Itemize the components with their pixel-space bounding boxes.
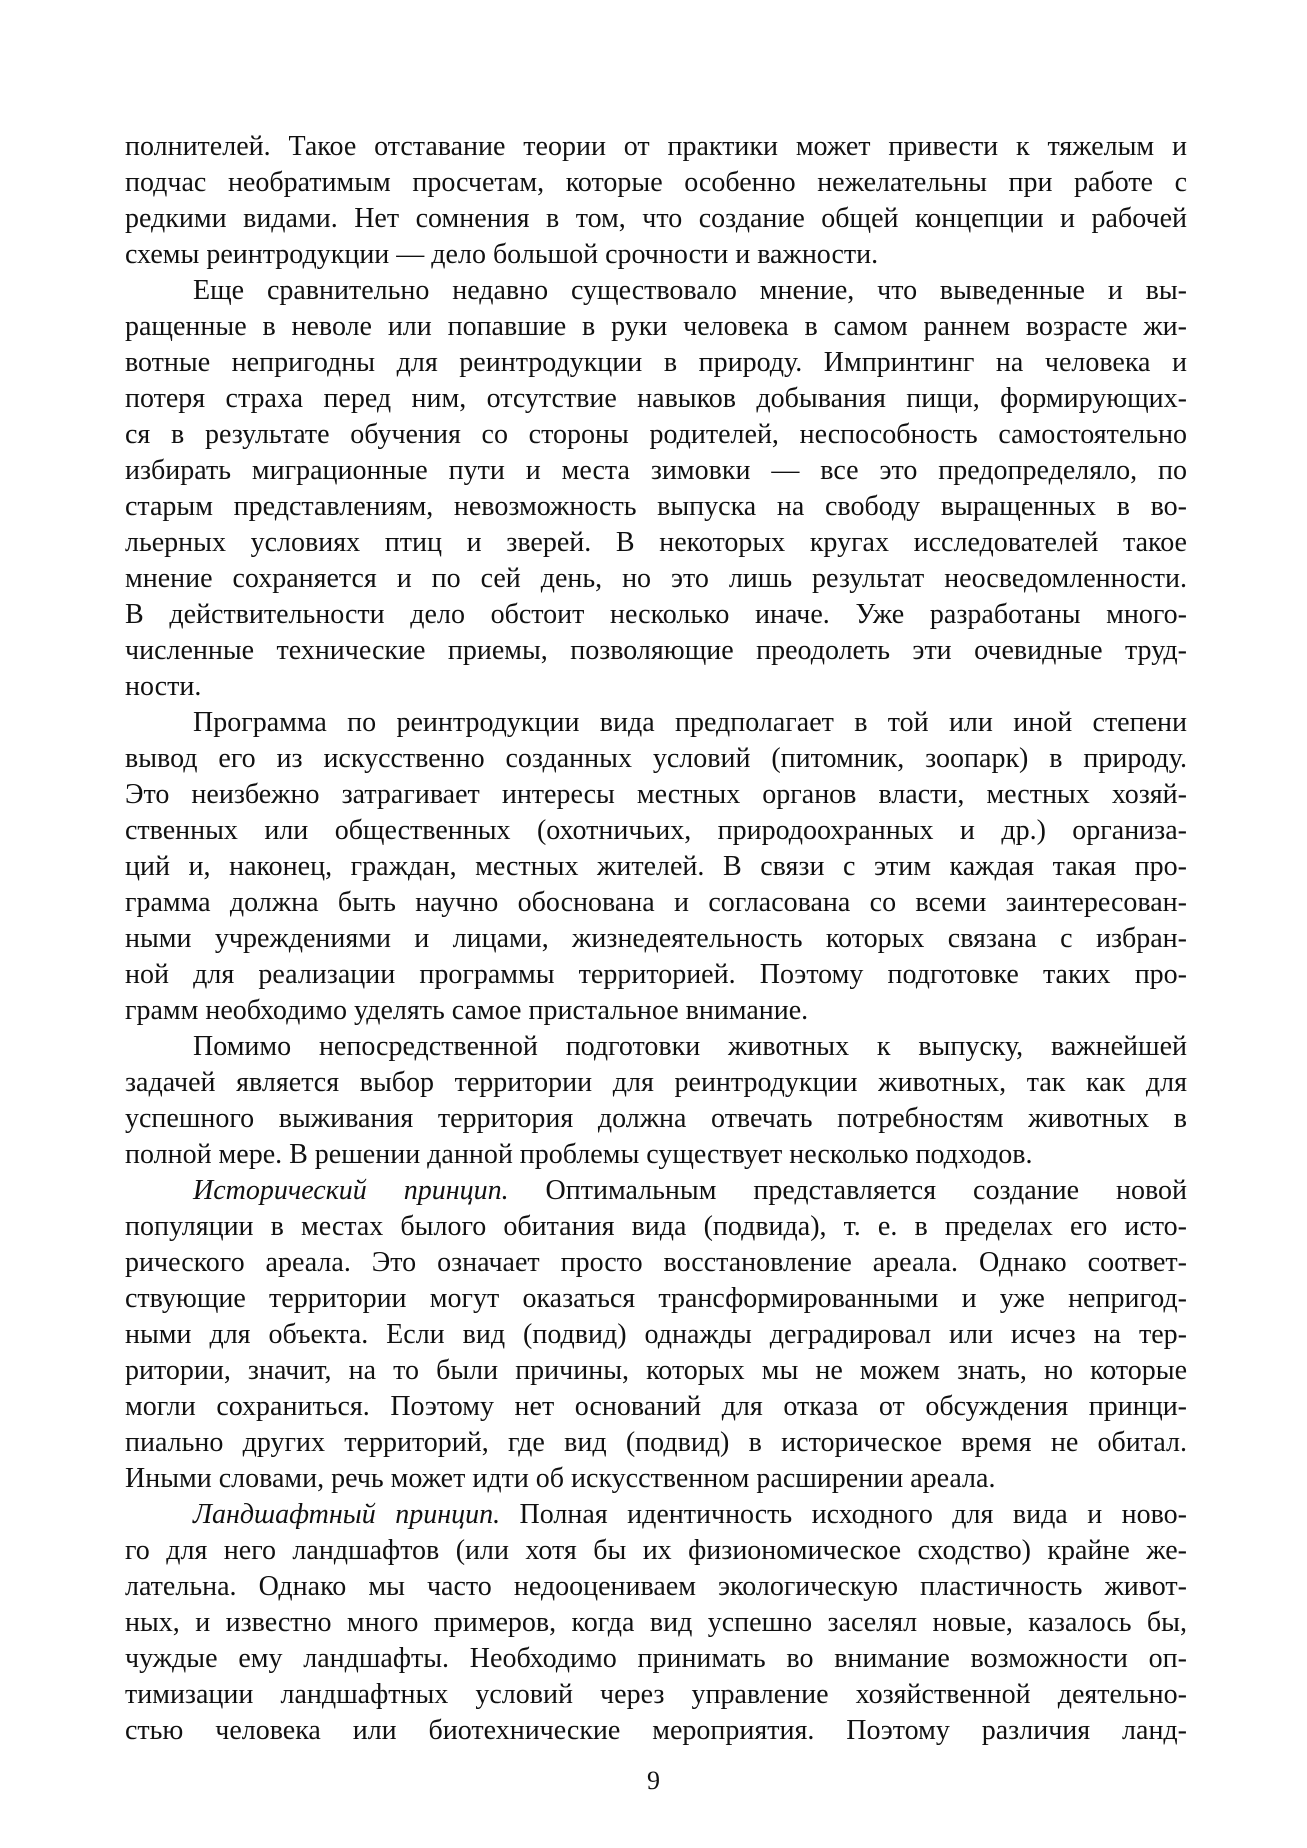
text-line: тимизации ландшафтных условий через управление хозяйственной деятельно- [125,1679,1187,1710]
text-line: ной для реализации программы территорией. Поэтому подготовке таких про- [125,959,1187,990]
text-line: ными учреждениями и лицами, жизнедеятельность которых связана с избран- [125,923,1187,954]
text-line [125,1497,1187,1533]
text-line: ных, и известно много примеров, когда вид успешно заселял новые, казалось бы, [125,1607,1187,1638]
text-line: льерных условиях птиц и зверей. В некоторых кругах исследователей такое [125,527,1187,558]
text-line [125,1173,1187,1209]
text-line: ности. [125,671,202,702]
text-line: Программа по реинтродукции вида предполагает в той или иной степени [193,707,1187,738]
line-text: Полная идентичность исходного для вида и ново- [500,1499,1187,1530]
page-number: 9 [647,1766,660,1795]
text-line: численные технические приемы, позволяющие преодолеть эти очевидные труд- [125,635,1187,666]
text-line: грамма должна быть научно обоснована и согласована со всеми заинтересован- [125,887,1187,918]
text-line: ритории, значит, на то были причины, которых мы не можем знать, но которые [125,1355,1187,1386]
paragraph [125,1029,1187,1173]
text-line: ся в результате обучения со стороны родителей, неспособность самостоятельно [125,419,1187,450]
text-line: стью человека или биотехнические мероприятия. Поэтому различия ланд- [125,1715,1187,1746]
text-line: Это неизбежно затрагивает интересы местных органов власти, местных хозяй- [125,779,1187,810]
text-line: задачей является выбор территории для реинтродукции животных, так как для [125,1067,1187,1098]
text-line: полнителей. Такое отставание теории от практики может привести к тяжелым и [125,131,1187,162]
text-line: потеря страха перед ним, отсутствие навыков добывания пищи, формирующих- [125,383,1187,414]
text-line: Иными словами, речь может идти об искусственном расширении ареала. [125,1463,996,1494]
italic-lead: Исторический принцип. [193,1175,509,1206]
paragraph [125,1497,1187,1749]
text-line: В действительности дело обстоит несколько иначе. Уже разработаны много- [125,599,1187,630]
paragraph [125,705,1187,1029]
text-line: грамм необходимо уделять самое пристальное внимание. [125,995,809,1026]
paragraph [125,273,1187,705]
text-line: схемы реинтродукции — дело большой срочности и важности. [125,239,879,270]
italic-lead: Ландшафтный принцип. [193,1499,501,1530]
text-line: избирать миграционные пути и места зимовки — все это предопределяло, по [125,455,1187,486]
text-line: могли сохраниться. Поэтому нет оснований для отказа от обсуждения принци- [125,1391,1187,1422]
text-line: ственных или общественных (охотничьих, природоохранных и др.) организа- [125,815,1187,846]
text-line: подчас необратимым просчетам, которые особенно нежелательны при работе с [125,167,1187,198]
paragraph [125,1173,1187,1497]
text-line: вывод его из искусственно созданных условий (питомник, зоопарк) в природу. [125,743,1187,774]
text-line: Помимо непосредственной подготовки животных к выпуску, важнейшей [193,1031,1187,1062]
text-line: полной мере. В решении данной проблемы существует несколько подходов. [125,1139,1033,1170]
text-line: вотные непригодны для реинтродукции в природу. Импринтинг на человека и [125,347,1187,378]
text-line: лательна. Однако мы часто недооцениваем экологическую пластичность живот- [125,1571,1187,1602]
text-line: ций и, наконец, граждан, местных жителей. В связи с этим каждая такая про- [125,851,1187,882]
text-line: редкими видами. Нет сомнения в том, что создание общей концепции и рабочей [125,203,1187,234]
text-line: ными для объекта. Если вид (подвид) однажды деградировал или исчез на тер- [125,1319,1187,1350]
text-line: ствующие территории могут оказаться трансформированными и уже непригод- [125,1283,1187,1314]
text-line: пиально других территорий, где вид (подвид) в историческое время не обитал. [125,1427,1187,1458]
text-line: популяции в местах былого обитания вида (подвида), т. е. в пределах его исто- [125,1211,1187,1242]
line-text: Оптимальным представляется создание новой [508,1175,1187,1206]
text-line: мнение сохраняется и по сей день, но это лишь результат неосведомленности. [125,563,1187,594]
text-line: успешного выживания территория должна отвечать потребностям животных в [125,1103,1187,1134]
paragraph [125,129,1187,273]
body-text [125,129,1187,1749]
text-line: ращенные в неволе или попавшие в руки человека в самом раннем возрасте жи- [125,311,1187,342]
text-line: чуждые ему ландшафты. Необходимо принимать во внимание возможности оп- [125,1643,1187,1674]
text-line: старым представлениям, невозможность выпуска на свободу выращенных в во- [125,491,1187,522]
text-line: Еще сравнительно недавно существовало мнение, что выведенные и вы- [193,275,1187,306]
text-line: го для него ландшафтов (или хотя бы их физиономическое сходство) крайне же- [125,1535,1187,1566]
text-line: рического ареала. Это означает просто восстановление ареала. Однако соответ- [125,1247,1187,1278]
